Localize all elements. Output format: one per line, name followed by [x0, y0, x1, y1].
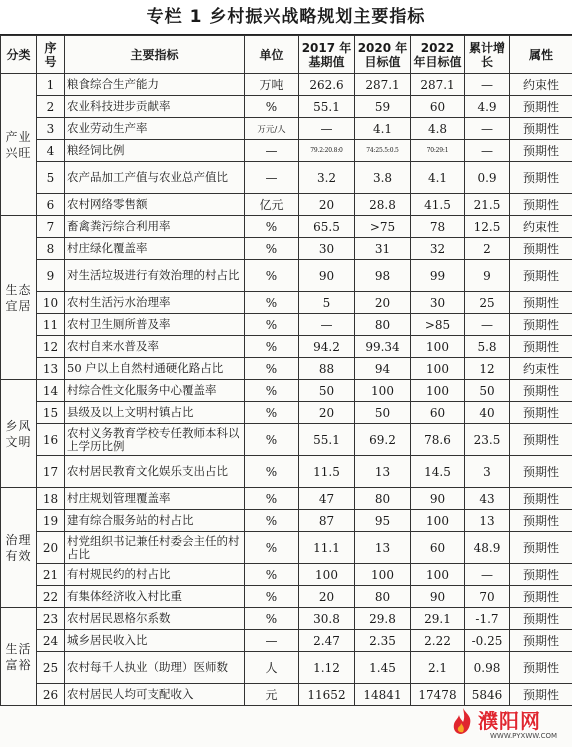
value-2020-cell: 74:25.5:0.5 — [355, 140, 411, 162]
value-2017-cell: 20 — [299, 586, 355, 608]
unit-cell: % — [245, 336, 299, 358]
seq-cell: 8 — [37, 238, 65, 260]
value-2022-cell: 78 — [411, 216, 465, 238]
indicator-name-cell: 粮食综合生产能力 — [65, 74, 245, 96]
value-2022-cell: 100 — [411, 358, 465, 380]
table-row — [1, 162, 572, 194]
table-row — [1, 216, 572, 238]
table-row — [1, 96, 572, 118]
attribute-cell: 预期性 — [510, 564, 572, 586]
header-category: 分类 — [1, 36, 37, 74]
value-2017-cell: 262.6 — [299, 74, 355, 96]
unit-cell: % — [245, 314, 299, 336]
unit-cell: 万吨 — [245, 74, 299, 96]
value-2022-cell: 90 — [411, 586, 465, 608]
value-2017-cell: 30.8 — [299, 608, 355, 630]
header-attr: 属性 — [510, 36, 572, 74]
indicator-name-cell: 农村自来水普及率 — [65, 336, 245, 358]
category-cell: 乡风文明 — [1, 380, 37, 488]
table-row — [1, 652, 572, 684]
attribute-cell: 预期性 — [510, 292, 572, 314]
attribute-cell: 预期性 — [510, 118, 572, 140]
value-2022-cell: 60 — [411, 402, 465, 424]
value-2017-cell: 100 — [299, 564, 355, 586]
unit-cell: 万元/人 — [245, 118, 299, 140]
attribute-cell: 预期性 — [510, 608, 572, 630]
value-2017-cell: 50 — [299, 380, 355, 402]
value-2020-cell: 287.1 — [355, 74, 411, 96]
watermark-text: 濮阳网 — [478, 709, 541, 733]
value-2020-cell: 98 — [355, 260, 411, 292]
value-2020-cell: 1.45 — [355, 652, 411, 684]
seq-cell: 16 — [37, 424, 65, 456]
attribute-cell: 预期性 — [510, 380, 572, 402]
indicator-name-cell: 对生活垃圾进行有效治理的村占比 — [65, 260, 245, 292]
value-2017-cell: 47 — [299, 488, 355, 510]
attribute-cell: 约束性 — [510, 358, 572, 380]
indicator-name-cell: 农村卫生厕所普及率 — [65, 314, 245, 336]
table-row — [1, 380, 572, 402]
seq-cell: 7 — [37, 216, 65, 238]
header-2020: 2020 年目标值 — [355, 36, 411, 74]
value-2022-cell: 4.8 — [411, 118, 465, 140]
table-row — [1, 564, 572, 586]
indicator-name-cell: 农产品加工产值与农业总产值比 — [65, 162, 245, 194]
unit-cell: — — [245, 630, 299, 652]
indicator-name-cell: 农村生活污水治理率 — [65, 292, 245, 314]
seq-cell: 22 — [37, 586, 65, 608]
value-2020-cell: 80 — [355, 488, 411, 510]
indicator-name-cell: 城乡居民收入比 — [65, 630, 245, 652]
seq-cell: 6 — [37, 194, 65, 216]
growth-cell: 21.5 — [465, 194, 510, 216]
growth-cell: 43 — [465, 488, 510, 510]
growth-cell: 5.8 — [465, 336, 510, 358]
value-2020-cell: 80 — [355, 314, 411, 336]
value-2022-cell: 287.1 — [411, 74, 465, 96]
value-2020-cell: 100 — [355, 564, 411, 586]
value-2020-cell: 69.2 — [355, 424, 411, 456]
growth-cell: 5846 — [465, 684, 510, 706]
table-row — [1, 336, 572, 358]
value-2017-cell: 87 — [299, 510, 355, 532]
indicator-name-cell: 有集体经济收入村比重 — [65, 586, 245, 608]
category-cell: 生活富裕 — [1, 608, 37, 706]
table-row — [1, 532, 572, 564]
value-2017-cell: 11652 — [299, 684, 355, 706]
unit-cell: % — [245, 216, 299, 238]
value-2022-cell: 78.6 — [411, 424, 465, 456]
value-2022-cell: 90 — [411, 488, 465, 510]
seq-cell: 25 — [37, 652, 65, 684]
value-2017-cell: — — [299, 118, 355, 140]
attribute-cell: 预期性 — [510, 488, 572, 510]
value-2020-cell: >75 — [355, 216, 411, 238]
table-row — [1, 424, 572, 456]
value-2022-cell: >85 — [411, 314, 465, 336]
seq-cell: 21 — [37, 564, 65, 586]
attribute-cell: 预期性 — [510, 510, 572, 532]
growth-cell: 40 — [465, 402, 510, 424]
unit-cell: % — [245, 292, 299, 314]
value-2022-cell: 60 — [411, 96, 465, 118]
table-row — [1, 292, 572, 314]
table-row — [1, 586, 572, 608]
unit-cell: % — [245, 608, 299, 630]
growth-cell: 23.5 — [465, 424, 510, 456]
attribute-cell: 预期性 — [510, 238, 572, 260]
growth-cell: 13 — [465, 510, 510, 532]
value-2017-cell: 30 — [299, 238, 355, 260]
indicator-name-cell: 50 户以上自然村通硬化路占比 — [65, 358, 245, 380]
value-2020-cell: 2.35 — [355, 630, 411, 652]
indicator-name-cell: 村庄绿化覆盖率 — [65, 238, 245, 260]
growth-cell: — — [465, 140, 510, 162]
value-2017-cell: 90 — [299, 260, 355, 292]
table-row — [1, 238, 572, 260]
indicator-name-cell: 农村每千人执业（助理）医师数 — [65, 652, 245, 684]
indicator-name-cell: 粮经饲比例 — [65, 140, 245, 162]
indicator-table — [0, 35, 572, 706]
seq-cell: 19 — [37, 510, 65, 532]
seq-cell: 5 — [37, 162, 65, 194]
value-2017-cell: 55.1 — [299, 424, 355, 456]
indicator-name-cell: 农村居民教育文化娱乐支出占比 — [65, 456, 245, 488]
unit-cell: % — [245, 424, 299, 456]
attribute-cell: 约束性 — [510, 74, 572, 96]
growth-cell: 0.98 — [465, 652, 510, 684]
growth-cell: — — [465, 564, 510, 586]
table-row — [1, 630, 572, 652]
flame-logo-icon — [450, 707, 476, 735]
value-2020-cell: 13 — [355, 532, 411, 564]
seq-cell: 14 — [37, 380, 65, 402]
attribute-cell: 预期性 — [510, 652, 572, 684]
value-2017-cell: 2.47 — [299, 630, 355, 652]
indicator-name-cell: 农村网络零售额 — [65, 194, 245, 216]
attribute-cell: 预期性 — [510, 260, 572, 292]
value-2022-cell: 100 — [411, 510, 465, 532]
attribute-cell: 预期性 — [510, 140, 572, 162]
attribute-cell: 约束性 — [510, 216, 572, 238]
indicator-name-cell: 有村规民约的村占比 — [65, 564, 245, 586]
value-2017-cell: 94.2 — [299, 336, 355, 358]
value-2022-cell: 60 — [411, 532, 465, 564]
unit-cell: % — [245, 260, 299, 292]
value-2020-cell: 14841 — [355, 684, 411, 706]
attribute-cell: 预期性 — [510, 194, 572, 216]
value-2020-cell: 28.8 — [355, 194, 411, 216]
value-2017-cell: 3.2 — [299, 162, 355, 194]
table-row — [1, 684, 572, 706]
seq-cell: 15 — [37, 402, 65, 424]
table-body — [1, 74, 572, 706]
header-growth: 累计增长 — [465, 36, 510, 74]
value-2022-cell: 30 — [411, 292, 465, 314]
indicator-name-cell: 村庄规划管理覆盖率 — [65, 488, 245, 510]
attribute-cell: 预期性 — [510, 630, 572, 652]
growth-cell: — — [465, 74, 510, 96]
attribute-cell: 预期性 — [510, 456, 572, 488]
unit-cell: % — [245, 380, 299, 402]
unit-cell: 亿元 — [245, 194, 299, 216]
value-2020-cell: 31 — [355, 238, 411, 260]
table-row — [1, 456, 572, 488]
header-2017: 2017 年基期值 — [299, 36, 355, 74]
indicator-name-cell: 畜禽粪污综合利用率 — [65, 216, 245, 238]
seq-cell: 11 — [37, 314, 65, 336]
unit-cell: % — [245, 532, 299, 564]
header-2022: 2022 年目标值 — [411, 36, 465, 74]
value-2022-cell: 100 — [411, 336, 465, 358]
seq-cell: 4 — [37, 140, 65, 162]
value-2022-cell: 4.1 — [411, 162, 465, 194]
value-2022-cell: 2.1 — [411, 652, 465, 684]
table-row — [1, 118, 572, 140]
attribute-cell: 预期性 — [510, 402, 572, 424]
value-2020-cell: 13 — [355, 456, 411, 488]
unit-cell: 人 — [245, 652, 299, 684]
growth-cell: 2 — [465, 238, 510, 260]
value-2017-cell: 79.2:20.8:0 — [299, 140, 355, 162]
value-2022-cell: 100 — [411, 564, 465, 586]
value-2017-cell: 20 — [299, 194, 355, 216]
indicator-name-cell: 农村居民恩格尔系数 — [65, 608, 245, 630]
value-2017-cell: 11.1 — [299, 532, 355, 564]
table-row — [1, 314, 572, 336]
table-row — [1, 608, 572, 630]
indicator-name-cell: 农业科技进步贡献率 — [65, 96, 245, 118]
header-row — [1, 36, 572, 74]
growth-cell: 12 — [465, 358, 510, 380]
unit-cell: 元 — [245, 684, 299, 706]
attribute-cell: 预期性 — [510, 162, 572, 194]
value-2020-cell: 20 — [355, 292, 411, 314]
unit-cell: % — [245, 402, 299, 424]
growth-cell: — — [465, 314, 510, 336]
category-cell: 治理有效 — [1, 488, 37, 608]
growth-cell: 9 — [465, 260, 510, 292]
value-2020-cell: 94 — [355, 358, 411, 380]
value-2020-cell: 99.34 — [355, 336, 411, 358]
table-row — [1, 510, 572, 532]
attribute-cell: 预期性 — [510, 684, 572, 706]
watermark-url: WWW.PYXWW.COM — [490, 732, 558, 740]
seq-cell: 13 — [37, 358, 65, 380]
unit-cell: % — [245, 586, 299, 608]
unit-cell: % — [245, 564, 299, 586]
table-row — [1, 402, 572, 424]
value-2022-cell: 2.22 — [411, 630, 465, 652]
page-title: 专栏 1 乡村振兴战略规划主要指标 — [0, 0, 572, 35]
value-2017-cell: — — [299, 314, 355, 336]
seq-cell: 18 — [37, 488, 65, 510]
value-2020-cell: 50 — [355, 402, 411, 424]
seq-cell: 20 — [37, 532, 65, 564]
value-2022-cell: 29.1 — [411, 608, 465, 630]
seq-cell: 17 — [37, 456, 65, 488]
indicator-name-cell: 建有综合服务站的村占比 — [65, 510, 245, 532]
growth-cell: 50 — [465, 380, 510, 402]
unit-cell: % — [245, 238, 299, 260]
value-2022-cell: 32 — [411, 238, 465, 260]
unit-cell: % — [245, 96, 299, 118]
value-2020-cell: 29.8 — [355, 608, 411, 630]
value-2020-cell: 100 — [355, 380, 411, 402]
unit-cell: % — [245, 488, 299, 510]
value-2017-cell: 1.12 — [299, 652, 355, 684]
growth-cell: 70 — [465, 586, 510, 608]
attribute-cell: 预期性 — [510, 96, 572, 118]
table-row — [1, 194, 572, 216]
attribute-cell: 预期性 — [510, 424, 572, 456]
seq-cell: 26 — [37, 684, 65, 706]
value-2022-cell: 100 — [411, 380, 465, 402]
table-row — [1, 358, 572, 380]
attribute-cell: 预期性 — [510, 586, 572, 608]
value-2020-cell: 80 — [355, 586, 411, 608]
unit-cell: % — [245, 358, 299, 380]
unit-cell: % — [245, 456, 299, 488]
header-indicator: 主要指标 — [65, 36, 245, 74]
value-2020-cell: 3.8 — [355, 162, 411, 194]
seq-cell: 24 — [37, 630, 65, 652]
growth-cell: -1.7 — [465, 608, 510, 630]
table-row — [1, 260, 572, 292]
table-row — [1, 74, 572, 96]
value-2017-cell: 20 — [299, 402, 355, 424]
attribute-cell: 预期性 — [510, 336, 572, 358]
growth-cell: 25 — [465, 292, 510, 314]
value-2020-cell: 95 — [355, 510, 411, 532]
indicator-name-cell: 农业劳动生产率 — [65, 118, 245, 140]
indicator-name-cell: 村党组织书记兼任村委会主任的村占比 — [65, 532, 245, 564]
seq-cell: 2 — [37, 96, 65, 118]
attribute-cell: 预期性 — [510, 314, 572, 336]
indicator-name-cell: 村综合性文化服务中心覆盖率 — [65, 380, 245, 402]
value-2020-cell: 59 — [355, 96, 411, 118]
value-2022-cell: 41.5 — [411, 194, 465, 216]
growth-cell: 12.5 — [465, 216, 510, 238]
seq-cell: 1 — [37, 74, 65, 96]
category-cell: 生态宜居 — [1, 216, 37, 380]
growth-cell: -0.25 — [465, 630, 510, 652]
unit-cell: — — [245, 162, 299, 194]
header-seq: 序号 — [37, 36, 65, 74]
value-2022-cell: 70:29:1 — [411, 140, 465, 162]
indicator-name-cell: 农村居民人均可支配收入 — [65, 684, 245, 706]
attribute-cell: 预期性 — [510, 532, 572, 564]
value-2020-cell: 4.1 — [355, 118, 411, 140]
header-unit: 单位 — [245, 36, 299, 74]
table-row — [1, 488, 572, 510]
table-row — [1, 140, 572, 162]
value-2017-cell: 55.1 — [299, 96, 355, 118]
value-2022-cell: 14.5 — [411, 456, 465, 488]
seq-cell: 3 — [37, 118, 65, 140]
seq-cell: 9 — [37, 260, 65, 292]
seq-cell: 12 — [37, 336, 65, 358]
value-2017-cell: 11.5 — [299, 456, 355, 488]
value-2022-cell: 99 — [411, 260, 465, 292]
growth-cell: 4.9 — [465, 96, 510, 118]
seq-cell: 10 — [37, 292, 65, 314]
growth-cell: 0.9 — [465, 162, 510, 194]
value-2017-cell: 88 — [299, 358, 355, 380]
growth-cell: — — [465, 118, 510, 140]
watermark — [450, 705, 568, 745]
growth-cell: 3 — [465, 456, 510, 488]
value-2017-cell: 65.5 — [299, 216, 355, 238]
category-cell: 产业兴旺 — [1, 74, 37, 216]
seq-cell: 23 — [37, 608, 65, 630]
value-2017-cell: 5 — [299, 292, 355, 314]
unit-cell: — — [245, 140, 299, 162]
value-2022-cell: 17478 — [411, 684, 465, 706]
indicator-name-cell: 县级及以上文明村镇占比 — [65, 402, 245, 424]
indicator-name-cell: 农村义务教育学校专任教师本科以上学历比例 — [65, 424, 245, 456]
unit-cell: % — [245, 510, 299, 532]
growth-cell: 48.9 — [465, 532, 510, 564]
